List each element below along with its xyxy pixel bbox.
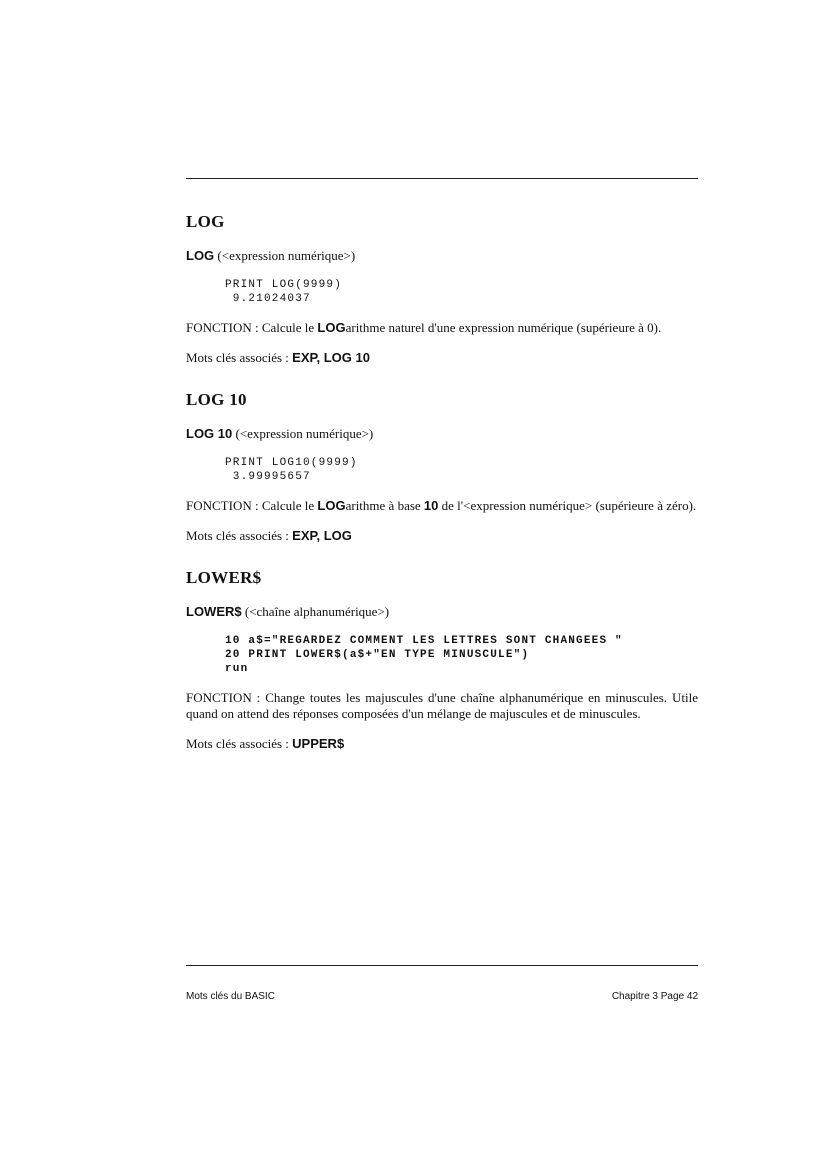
page-content (186, 212, 698, 776)
related-keywords (186, 528, 698, 544)
syntax-keyword: LOG 10 (186, 426, 233, 441)
related-label: Mots clés associés : (186, 528, 293, 543)
related-list: EXP, LOG (292, 528, 352, 543)
footer-left: Mots clés du BASIC (186, 991, 275, 1002)
code-example: PRINT LOG(9999) 9.21024037 (225, 279, 343, 305)
section-title: LOG 10 (186, 390, 247, 409)
code-example: PRINT LOG10(9999) 3.99995657 (225, 457, 358, 483)
syntax-args: (<chaîne alphanumérique>) (241, 604, 390, 619)
fonction-suffix: arithme naturel d'une expression numérique (supérieure à 0). (345, 320, 662, 335)
related-label: Mots clés associés : (186, 350, 293, 365)
fonction-paragraph (186, 320, 698, 336)
related-list: UPPER$ (292, 736, 345, 751)
fonction-keyword: LOG (317, 498, 346, 513)
syntax-args: (<expression numérique>) (214, 248, 356, 263)
fonction-paragraph (186, 498, 698, 514)
syntax-args: (<expression numérique>) (232, 426, 374, 441)
syntax-line (186, 426, 698, 442)
fonction-mid: arithme à base (345, 498, 424, 513)
fonction-prefix: FONCTION : Calcule le (186, 320, 318, 335)
related-keywords (186, 350, 698, 366)
page-footer (186, 991, 698, 1002)
fonction-suffix: de l'<expression numérique> (supérieure à zéro). (438, 498, 697, 513)
footer-right: Chapitre 3 Page 42 (611, 991, 698, 1002)
section-title: LOG (186, 212, 225, 231)
related-list: EXP, LOG 10 (292, 350, 370, 365)
syntax-line (186, 248, 698, 264)
section-log (186, 212, 698, 366)
syntax-keyword: LOWER$ (186, 604, 242, 619)
header-rule (186, 178, 698, 179)
footer-rule (186, 965, 698, 966)
section-log10 (186, 390, 698, 544)
section-lower (186, 568, 698, 752)
section-title: LOWER$ (186, 568, 262, 587)
related-label: Mots clés associés : (186, 736, 293, 751)
fonction-keyword: LOG (317, 320, 346, 335)
fonction-prefix: FONCTION : Calcule le (186, 498, 318, 513)
related-keywords (186, 736, 698, 752)
code-example: 10 a$="REGARDEZ COMMENT LES LETTRES SONT CHANGEES " 20 PRINT LOWER$(a$+"EN TYPE MINUSCULE") run (225, 635, 623, 675)
syntax-line (186, 604, 698, 620)
fonction-keyword-2: 10 (423, 498, 439, 513)
fonction-paragraph: FONCTION : Change toutes les majuscules d'une chaîne alphanumérique en minuscules. Utile quand on attend des réponses composées d'un mélange de majuscules et de minuscules. (186, 690, 698, 721)
syntax-keyword: LOG (186, 248, 215, 263)
